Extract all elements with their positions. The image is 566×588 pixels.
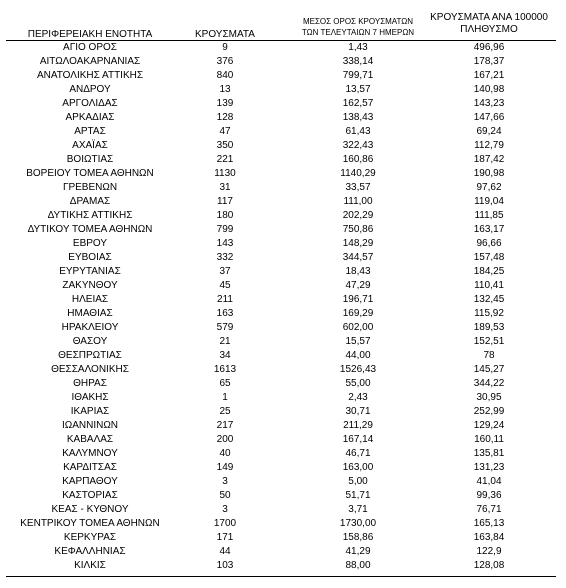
cell-cases: 840 (216, 70, 234, 81)
cell-seven-day-average: 13,57 (345, 84, 371, 95)
cell-seven-day-average: 799,71 (342, 70, 374, 81)
cell-region: ΘΕΣΠΡΩΤΙΑΣ (58, 350, 122, 361)
table-row (0, 293, 566, 307)
cell-region: ΙΚΑΡΙΑΣ (70, 406, 110, 417)
table-row (0, 139, 566, 153)
cell-region: ΘΕΣΣΑΛΟΝΙΚΗΣ (51, 364, 129, 375)
cell-seven-day-average: 344,57 (342, 252, 374, 263)
table-row (0, 265, 566, 279)
cell-cases: 40 (219, 448, 231, 459)
header-average-line2: ΤΩΝ ΤΕΛΕΥΤΑΙΩΝ 7 ΗΜΕΡΩΝ (301, 28, 415, 37)
cell-region: ΕΒΡΟΥ (72, 238, 108, 249)
cell-region: ΚΕΦΑΛΛΗΝΙΑΣ (54, 546, 126, 557)
cell-seven-day-average: 41,29 (345, 546, 371, 557)
table-row (0, 405, 566, 419)
header-region-label: ΠΕΡΙΦΕΡΕΙΑΚΗ ΕΝΟΤΗΤΑ (27, 29, 153, 40)
cell-seven-day-average: 163,00 (342, 462, 374, 473)
cell-seven-day-average: 51,71 (345, 490, 371, 501)
table-row (0, 69, 566, 83)
table-row (0, 461, 566, 475)
cell-region: ΑΝΔΡΟΥ (69, 84, 111, 95)
cell-per-100k: 152,51 (473, 336, 505, 347)
cell-per-100k: 112,79 (474, 140, 504, 151)
cell-per-100k: 165,13 (473, 518, 505, 529)
cell-cases: 143 (216, 238, 234, 249)
cell-seven-day-average: 61,43 (345, 126, 371, 137)
cell-cases: 139 (216, 98, 234, 109)
cell-seven-day-average: 196,71 (342, 294, 374, 305)
cell-seven-day-average: 750,86 (342, 224, 374, 235)
table-row (0, 83, 566, 97)
cell-per-100k: 119,04 (474, 196, 504, 207)
table-row (0, 223, 566, 237)
cell-per-100k: 69,24 (476, 126, 502, 137)
cell-seven-day-average: 44,00 (345, 350, 371, 361)
cell-seven-day-average: 111,00 (343, 196, 373, 207)
cell-seven-day-average: 2,43 (348, 392, 368, 403)
cell-region: ΗΜΑΘΙΑΣ (67, 308, 113, 319)
cell-region: ΖΑΚΥΝΘΟΥ (62, 280, 118, 291)
table-row (0, 475, 566, 489)
header-per-100k-line1: ΚΡΟΥΣΜΑΤΑ ΑΝΑ 100000 (430, 12, 548, 23)
cell-region: ΚΙΛΚΙΣ (74, 560, 106, 571)
cell-per-100k: 99,36 (476, 490, 502, 501)
cell-per-100k: 78 (483, 350, 495, 361)
table-row (0, 97, 566, 111)
table-row (0, 447, 566, 461)
cell-per-100k: 190,98 (473, 168, 505, 179)
cell-per-100k: 163,84 (473, 532, 505, 543)
cell-seven-day-average: 3,71 (348, 504, 368, 515)
cell-cases: 211 (217, 294, 233, 305)
table-row (0, 517, 566, 531)
table-row (0, 531, 566, 545)
cell-per-100k: 344,22 (473, 378, 505, 389)
table-row (0, 559, 566, 573)
cell-per-100k: 147,66 (473, 112, 505, 123)
cell-cases: 21 (219, 336, 231, 347)
cell-cases: 128 (216, 112, 234, 123)
cell-region: ΑΡΓΟΛΙΔΑΣ (62, 98, 118, 109)
cell-per-100k: 129,24 (473, 420, 505, 431)
cell-region: ΚΑΣΤΟΡΙΑΣ (62, 490, 118, 501)
cell-per-100k: 96,66 (476, 238, 502, 249)
table-row (0, 545, 566, 559)
cell-per-100k: 143,23 (473, 98, 505, 109)
cell-region: ΚΕΝΤΡΙΚΟΥ ΤΟΜΕΑ ΑΘΗΝΩΝ (20, 518, 160, 529)
cell-cases: 9 (222, 42, 228, 53)
header-cases-label: ΚΡΟΥΣΜΑΤΑ (195, 29, 255, 40)
cell-per-100k: 187,42 (473, 154, 505, 165)
cell-cases: 1130 (214, 168, 236, 179)
cell-cases: 45 (219, 280, 231, 291)
cell-cases: 103 (216, 560, 234, 571)
table-row (0, 279, 566, 293)
cell-cases: 37 (219, 266, 231, 277)
cell-per-100k: 160,11 (474, 434, 504, 445)
cell-cases: 34 (219, 350, 231, 361)
cell-cases: 1700 (213, 518, 237, 529)
table-row (0, 363, 566, 377)
table-row (0, 433, 566, 447)
cell-per-100k: 110,41 (474, 280, 504, 291)
cell-cases: 171 (216, 532, 234, 543)
cell-region: ΕΥΒΟΙΑΣ (68, 252, 112, 263)
cell-cases: 1 (222, 392, 228, 403)
cell-region: ΚΕΡΚΥΡΑΣ (63, 532, 117, 543)
cell-region: ΑΡΤΑΣ (74, 126, 106, 137)
cell-per-100k: 157,48 (473, 252, 505, 263)
table-row (0, 195, 566, 209)
cell-seven-day-average: 30,71 (345, 406, 371, 417)
cell-cases: 44 (219, 546, 231, 557)
cell-seven-day-average: 322,43 (342, 140, 374, 151)
cell-per-100k: 128,08 (473, 560, 505, 571)
cell-per-100k: 189,53 (473, 322, 505, 333)
cell-per-100k: 41,04 (476, 476, 502, 487)
cell-region: ΔΥΤΙΚΗΣ ΑΤΤΙΚΗΣ (47, 210, 133, 221)
cell-cases: 25 (219, 406, 231, 417)
cell-region: ΓΡΕΒΕΝΩΝ (62, 182, 118, 193)
cell-per-100k: 131,23 (473, 462, 505, 473)
cell-cases: 149 (216, 462, 234, 473)
cell-region: ΘΑΣΟΥ (72, 336, 108, 347)
cell-per-100k: 135,81 (473, 448, 505, 459)
cell-region: ΚΕΑΣ - ΚΥΘΝΟΥ (51, 504, 129, 515)
table-row (0, 55, 566, 69)
cell-cases: 117 (217, 196, 233, 207)
bottom-divider (6, 576, 556, 577)
cell-region: ΙΘΑΚΗΣ (71, 392, 109, 403)
table-row (0, 489, 566, 503)
cell-region: ΕΥΡΥΤΑΝΙΑΣ (59, 266, 121, 277)
cell-seven-day-average: 338,14 (342, 56, 374, 67)
header-per-100k (428, 12, 550, 36)
cell-seven-day-average: 158,86 (342, 532, 374, 543)
header-per-100k-line2: ΠΛΗΘΥΣΜΟ (460, 24, 518, 35)
table-row (0, 391, 566, 405)
cell-region: ΚΑΛΥΜΝΟΥ (62, 448, 118, 459)
table-row (0, 237, 566, 251)
header-cases (188, 29, 262, 40)
cell-region: ΚΑΡΔΙΤΣΑΣ (63, 462, 117, 473)
cell-region: ΑΡΚΑΔΙΑΣ (65, 112, 115, 123)
cell-region: ΑΧΑΪΑΣ (72, 140, 108, 151)
table-row (0, 251, 566, 265)
cell-cases: 376 (216, 56, 234, 67)
cell-seven-day-average: 1730,00 (339, 518, 377, 529)
cell-region: ΚΑΒΑΛΑΣ (66, 434, 114, 445)
cell-seven-day-average: 138,43 (342, 112, 374, 123)
cell-seven-day-average: 1140,29 (340, 168, 376, 179)
cell-per-100k: 252,99 (473, 406, 505, 417)
cell-seven-day-average: 148,29 (342, 238, 374, 249)
cell-seven-day-average: 5,00 (348, 476, 368, 487)
cell-per-100k: 132,45 (473, 294, 505, 305)
cell-seven-day-average: 211,29 (343, 420, 373, 431)
cell-region: ΔΥΤΙΚΟΥ ΤΟΜΕΑ ΑΘΗΝΩΝ (27, 224, 153, 235)
cell-region: ΗΛΕΙΑΣ (71, 294, 109, 305)
cell-seven-day-average: 46,71 (345, 448, 371, 459)
cell-region: ΗΡΑΚΛΕΙΟΥ (61, 322, 119, 333)
cell-per-100k: 122,9 (476, 546, 502, 557)
cell-region: ΘΗΡΑΣ (73, 378, 107, 389)
cell-per-100k: 163,17 (473, 224, 505, 235)
table-row (0, 41, 566, 55)
cell-per-100k: 140,98 (473, 84, 505, 95)
cell-seven-day-average: 47,29 (345, 280, 371, 291)
cell-region: ΔΡΑΜΑΣ (69, 196, 111, 207)
cell-cases: 13 (219, 84, 231, 95)
cell-region: ΒΟΡΕΙΟΥ ΤΟΜΕΑ ΑΘΗΝΩΝ (26, 168, 154, 179)
cell-seven-day-average: 88,00 (345, 560, 371, 571)
cell-per-100k: 145,27 (473, 364, 505, 375)
cell-per-100k: 76,71 (476, 504, 502, 515)
cell-region: ΚΑΡΠΑΘΟΥ (62, 476, 118, 487)
cell-cases: 163 (216, 308, 234, 319)
cell-cases: 221 (216, 154, 234, 165)
cell-cases: 799 (216, 224, 234, 235)
table-row (0, 307, 566, 321)
table-row (0, 321, 566, 335)
cell-seven-day-average: 15,57 (345, 336, 371, 347)
cell-seven-day-average: 1,43 (348, 42, 368, 53)
table-row (0, 335, 566, 349)
table-row (0, 167, 566, 181)
table-row (0, 419, 566, 433)
cell-cases: 217 (216, 420, 234, 431)
cell-cases: 3 (222, 476, 228, 487)
cell-cases: 1613 (213, 364, 237, 375)
header-average-line1: ΜΕΣΟΣ ΟΡΟΣ ΚΡΟΥΣΜΑΤΩΝ (302, 17, 414, 26)
header-region (6, 29, 174, 40)
cell-region: ΑΓΙΟ ΟΡΟΣ (63, 42, 117, 53)
table-row (0, 111, 566, 125)
cell-cases: 579 (216, 322, 234, 333)
header-seven-day-average (288, 16, 428, 38)
cell-region: ΑΙΤΩΛΟΑΚΑΡΝΑΝΙΑΣ (39, 56, 141, 67)
cell-seven-day-average: 167,14 (342, 434, 374, 445)
cell-seven-day-average: 202,29 (342, 210, 374, 221)
cell-per-100k: 167,21 (473, 70, 505, 81)
cell-per-100k: 115,92 (474, 308, 504, 319)
cell-seven-day-average: 169,29 (342, 308, 374, 319)
cell-cases: 180 (216, 210, 234, 221)
table-row (0, 503, 566, 517)
table-row (0, 349, 566, 363)
cell-cases: 50 (219, 490, 231, 501)
cell-per-100k: 178,37 (473, 56, 505, 67)
cell-cases: 31 (219, 182, 231, 193)
table-row (0, 125, 566, 139)
cell-cases: 65 (219, 378, 231, 389)
cell-seven-day-average: 55,00 (345, 378, 371, 389)
cell-region: ΙΩΑΝΝΙΝΩΝ (61, 420, 119, 431)
cell-per-100k: 184,25 (473, 266, 505, 277)
cell-seven-day-average: 602,00 (342, 322, 374, 333)
cell-seven-day-average: 18,43 (345, 266, 371, 277)
cell-per-100k: 111,85 (474, 210, 504, 221)
table-row (0, 209, 566, 223)
cell-per-100k: 97,62 (476, 182, 502, 193)
table-row (0, 153, 566, 167)
cell-cases: 350 (216, 140, 234, 151)
cell-cases: 3 (222, 504, 228, 515)
cell-region: ΑΝΑΤΟΛΙΚΗΣ ΑΤΤΙΚΗΣ (36, 70, 144, 81)
cell-seven-day-average: 162,57 (342, 98, 374, 109)
cell-per-100k: 496,96 (473, 42, 505, 53)
cell-cases: 332 (216, 252, 234, 263)
table-row (0, 377, 566, 391)
cell-cases: 47 (219, 126, 231, 137)
cell-seven-day-average: 1526,43 (339, 364, 377, 375)
cell-seven-day-average: 33,57 (345, 182, 371, 193)
cell-cases: 200 (216, 434, 234, 445)
cell-region: ΒΟΙΩΤΙΑΣ (66, 154, 114, 165)
table-row (0, 181, 566, 195)
cell-per-100k: 30,95 (476, 392, 502, 403)
cell-seven-day-average: 160,86 (342, 154, 374, 165)
